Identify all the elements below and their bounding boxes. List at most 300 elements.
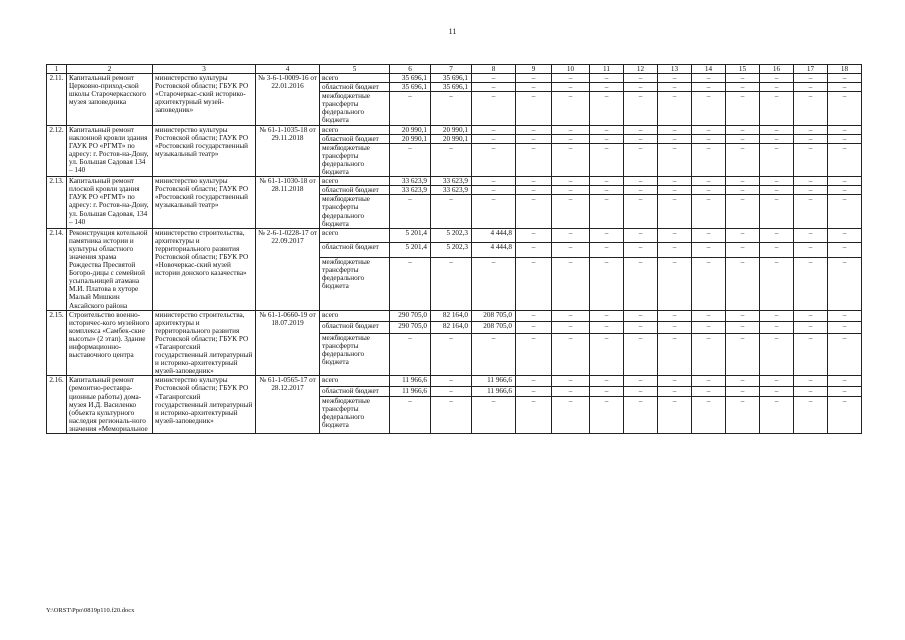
value-col-6: 20 990,1 <box>390 134 431 143</box>
value-col-14: – <box>692 134 726 143</box>
value-col-11: – <box>590 396 624 433</box>
value-col-10: – <box>552 310 590 322</box>
value-col-9: – <box>516 396 552 433</box>
value-col-7: 82 164,0 <box>431 310 472 322</box>
value-col-14: – <box>692 376 726 386</box>
value-col-11: – <box>590 186 624 195</box>
value-col-11: – <box>590 322 624 334</box>
value-col-18: – <box>828 92 862 125</box>
value-col-7: 5 202,3 <box>431 243 472 257</box>
value-col-7: – <box>431 195 472 228</box>
value-col-13: – <box>658 386 692 396</box>
value-col-15: – <box>726 376 760 386</box>
value-col-11: – <box>590 228 624 242</box>
value-col-18: – <box>828 257 862 310</box>
value-col-15: – <box>726 83 760 92</box>
value-col-11: – <box>590 195 624 228</box>
funding-source: межбюджетные трансферты федерального бюджета <box>320 92 390 125</box>
value-col-12: – <box>624 386 658 396</box>
value-col-7: 20 990,1 <box>431 125 472 134</box>
value-col-10: – <box>552 228 590 242</box>
column-number-9: 9 <box>516 65 552 74</box>
value-col-13: – <box>658 257 692 310</box>
funding-source: межбюджетные трансферты федерального бюджета <box>320 195 390 228</box>
value-col-8: – <box>472 143 516 176</box>
value-col-12: – <box>624 134 658 143</box>
column-number-7: 7 <box>431 65 472 74</box>
funding-source: всего <box>320 310 390 322</box>
value-col-17: – <box>794 396 828 433</box>
value-col-14: – <box>692 257 726 310</box>
value-col-18: – <box>828 177 862 186</box>
funding-source: областной бюджет <box>320 243 390 257</box>
value-col-6: 5 201,4 <box>390 228 431 242</box>
value-col-13: – <box>658 322 692 334</box>
value-col-6: 290 705,0 <box>390 310 431 322</box>
value-col-10: – <box>552 74 590 83</box>
item-executor: министерство строительства, архитектуры и территориального развития Ростовской области; ГБУК РО «Таганрогский государственный литературный и историко-архитектурный музей-заповедник» <box>153 310 256 376</box>
value-col-18: – <box>828 186 862 195</box>
value-col-8: – <box>472 125 516 134</box>
value-col-8: 208 705,0 <box>472 322 516 334</box>
value-col-11: – <box>590 177 624 186</box>
item-document: № 61-1-0565-17 от 28.12.2017 <box>256 376 320 434</box>
value-col-6: 33 623,9 <box>390 177 431 186</box>
table-row <box>47 310 862 322</box>
value-col-13: – <box>658 186 692 195</box>
value-col-14: – <box>692 143 726 176</box>
value-col-7: 82 164,0 <box>431 322 472 334</box>
value-col-9: – <box>516 257 552 310</box>
value-col-17: – <box>794 125 828 134</box>
value-col-8: – <box>472 396 516 433</box>
table-row <box>47 177 862 186</box>
table-body <box>47 65 862 434</box>
item-number: 2.13. <box>47 177 67 229</box>
value-col-13: – <box>658 228 692 242</box>
value-col-15: – <box>726 134 760 143</box>
program-table <box>46 64 862 434</box>
value-col-9: – <box>516 386 552 396</box>
page-number: 11 <box>448 27 457 36</box>
value-col-18: – <box>828 396 862 433</box>
value-col-12: – <box>624 376 658 386</box>
value-col-14: – <box>692 74 726 83</box>
value-col-8: – <box>472 92 516 125</box>
value-col-11: – <box>590 310 624 322</box>
value-col-6: 11 966,6 <box>390 376 431 386</box>
value-col-15: – <box>726 143 760 176</box>
item-name: Капитальный ремонт плоской кровли здания ГАУК РО «РГМТ» по адресу: г. Ростов-на-Дону, ул. Большая Садовая, 134 – 140 <box>67 177 153 229</box>
value-col-11: – <box>590 257 624 310</box>
value-col-15: – <box>726 74 760 83</box>
value-col-11: – <box>590 83 624 92</box>
item-name: Капитальный ремонт Церковно-приход-ской школы Старочеркасского музея заповедника <box>67 74 153 126</box>
value-col-9: – <box>516 195 552 228</box>
value-col-10: – <box>552 396 590 433</box>
item-number: 2.12. <box>47 125 67 177</box>
value-col-6: 290 705,0 <box>390 322 431 334</box>
value-col-14: – <box>692 228 726 242</box>
value-col-10: – <box>552 376 590 386</box>
value-col-14: – <box>692 92 726 125</box>
value-col-11: – <box>590 74 624 83</box>
value-col-18: – <box>828 74 862 83</box>
value-col-15: – <box>726 228 760 242</box>
value-col-12: – <box>624 195 658 228</box>
value-col-12: – <box>624 74 658 83</box>
value-col-15: – <box>726 310 760 322</box>
value-col-13: – <box>658 134 692 143</box>
item-document: № 3-6-1-0009-16 от 22.01.2016 <box>256 74 320 126</box>
value-col-10: – <box>552 134 590 143</box>
value-col-11: – <box>590 376 624 386</box>
value-col-6: 35 696,1 <box>390 74 431 83</box>
value-col-16: – <box>760 257 794 310</box>
table-row <box>47 228 862 242</box>
value-col-12: – <box>624 333 658 376</box>
item-number: 2.15. <box>47 310 67 376</box>
value-col-12: – <box>624 396 658 433</box>
value-col-8: 11 966,6 <box>472 386 516 396</box>
item-executor: министерство культуры Ростовской области; ГАУК РО «Ростовский государственный музыкальный театр» <box>153 125 256 177</box>
funding-source: всего <box>320 376 390 386</box>
funding-source: областной бюджет <box>320 186 390 195</box>
item-name: Строительство военно-историчес-кого музейного комплекса «Самбек-ские высоты» (2 этап). Здание информационно-выставочного центра <box>67 310 153 376</box>
item-document: № 61-1-1035-18 от 29.11.2018 <box>256 125 320 177</box>
value-col-11: – <box>590 243 624 257</box>
value-col-9: – <box>516 92 552 125</box>
value-col-18: – <box>828 134 862 143</box>
value-col-14: – <box>692 310 726 322</box>
value-col-7: – <box>431 396 472 433</box>
value-col-17: – <box>794 243 828 257</box>
value-col-13: – <box>658 195 692 228</box>
value-col-15: – <box>726 92 760 125</box>
value-col-17: – <box>794 177 828 186</box>
value-col-15: – <box>726 125 760 134</box>
value-col-9: – <box>516 310 552 322</box>
value-col-12: – <box>624 322 658 334</box>
value-col-8: 11 966,6 <box>472 376 516 386</box>
value-col-14: – <box>692 333 726 376</box>
value-col-16: – <box>760 333 794 376</box>
value-col-10: – <box>552 186 590 195</box>
value-col-10: – <box>552 125 590 134</box>
column-number-10: 10 <box>552 65 590 74</box>
value-col-11: – <box>590 386 624 396</box>
value-col-17: – <box>794 376 828 386</box>
funding-source: межбюджетные трансферты федерального бюджета <box>320 257 390 310</box>
value-col-6: – <box>390 257 431 310</box>
value-col-6: – <box>390 333 431 376</box>
column-number-13: 13 <box>658 65 692 74</box>
value-col-9: – <box>516 74 552 83</box>
value-col-11: – <box>590 92 624 125</box>
value-col-18: – <box>828 243 862 257</box>
item-executor: министерство культуры Ростовской области; ГАУК РО «Ростовский государственный музыкальный театр» <box>153 177 256 229</box>
value-col-15: – <box>726 333 760 376</box>
value-col-17: – <box>794 74 828 83</box>
value-col-10: – <box>552 143 590 176</box>
value-col-12: – <box>624 228 658 242</box>
item-name: Реконструкция котельной памятника истории и культуры областного значения храма Рождества Пресвятой Богоро-дицы с семейной усыпальницей атамана М.И. Платова в хуторе Малый Мишкин Аксайского района <box>67 228 153 310</box>
value-col-15: – <box>726 386 760 396</box>
funding-source: областной бюджет <box>320 83 390 92</box>
value-col-17: – <box>794 228 828 242</box>
value-col-16: – <box>760 243 794 257</box>
value-col-12: – <box>624 310 658 322</box>
column-number-3: 3 <box>153 65 256 74</box>
value-col-10: – <box>552 92 590 125</box>
value-col-14: – <box>692 177 726 186</box>
value-col-9: – <box>516 376 552 386</box>
value-col-7: – <box>431 92 472 125</box>
value-col-9: – <box>516 333 552 376</box>
value-col-11: – <box>590 125 624 134</box>
value-col-8: 4 444,8 <box>472 243 516 257</box>
value-col-16: – <box>760 186 794 195</box>
value-col-10: – <box>552 177 590 186</box>
value-col-18: – <box>828 386 862 396</box>
value-col-17: – <box>794 195 828 228</box>
value-col-6: – <box>390 92 431 125</box>
value-col-7: – <box>431 386 472 396</box>
value-col-18: – <box>828 333 862 376</box>
value-col-13: – <box>658 125 692 134</box>
value-col-14: – <box>692 125 726 134</box>
value-col-9: – <box>516 228 552 242</box>
value-col-12: – <box>624 186 658 195</box>
value-col-9: – <box>516 186 552 195</box>
value-col-11: – <box>590 333 624 376</box>
value-col-8: 208 705,0 <box>472 310 516 322</box>
value-col-13: – <box>658 376 692 386</box>
value-col-7: 5 202,3 <box>431 228 472 242</box>
value-col-9: – <box>516 177 552 186</box>
item-executor: министерство строительства, архитектуры и территориального развития Ростовской области; ГБУК РО «Новочеркас-ский музей истории донского казачества» <box>153 228 256 310</box>
value-col-12: – <box>624 257 658 310</box>
value-col-16: – <box>760 143 794 176</box>
value-col-16: – <box>760 125 794 134</box>
value-col-17: – <box>794 333 828 376</box>
value-col-6: 35 696,1 <box>390 83 431 92</box>
item-executor: министерство культуры Ростовской области; ГБУК РО «Старочеркас-ский историко-архитектурный музей-заповедник» <box>153 74 256 126</box>
table-row <box>47 376 862 386</box>
value-col-15: – <box>726 257 760 310</box>
value-col-8: – <box>472 177 516 186</box>
value-col-9: – <box>516 134 552 143</box>
value-col-10: – <box>552 333 590 376</box>
value-col-8: 4 444,8 <box>472 228 516 242</box>
item-number: 2.11. <box>47 74 67 126</box>
column-number-14: 14 <box>692 65 726 74</box>
value-col-17: – <box>794 322 828 334</box>
value-col-14: – <box>692 186 726 195</box>
value-col-17: – <box>794 134 828 143</box>
value-col-16: – <box>760 92 794 125</box>
value-col-15: – <box>726 322 760 334</box>
column-number-8: 8 <box>472 65 516 74</box>
value-col-13: – <box>658 243 692 257</box>
value-col-9: – <box>516 322 552 334</box>
value-col-8: – <box>472 83 516 92</box>
value-col-18: – <box>828 310 862 322</box>
value-col-17: – <box>794 386 828 396</box>
value-col-9: – <box>516 125 552 134</box>
value-col-13: – <box>658 92 692 125</box>
item-executor: министерство культуры Ростовской области; ГБУК РО «Таганрогский государственный литературный и историко-архитектурный музей-заповедник» <box>153 376 256 434</box>
value-col-10: – <box>552 83 590 92</box>
value-col-9: – <box>516 243 552 257</box>
value-col-13: – <box>658 83 692 92</box>
value-col-18: – <box>828 83 862 92</box>
value-col-13: – <box>658 74 692 83</box>
value-col-6: 20 990,1 <box>390 125 431 134</box>
item-document: № 61-1-1030-18 от 28.11.2018 <box>256 177 320 229</box>
value-col-18: – <box>828 125 862 134</box>
column-number-6: 6 <box>390 65 431 74</box>
value-col-10: – <box>552 386 590 396</box>
item-name: Капитальный ремонт наклонной кровли здания ГАУК РО «РГМТ» по адресу: г. Ростов-на-Дону, ул. Большая Садовая 134 – 140 <box>67 125 153 177</box>
value-col-6: – <box>390 396 431 433</box>
value-col-16: – <box>760 322 794 334</box>
value-col-9: – <box>516 143 552 176</box>
value-col-7: 33 623,9 <box>431 177 472 186</box>
value-col-16: – <box>760 195 794 228</box>
value-col-8: – <box>472 333 516 376</box>
value-col-12: – <box>624 125 658 134</box>
funding-source: всего <box>320 177 390 186</box>
value-col-12: – <box>624 83 658 92</box>
value-col-16: – <box>760 310 794 322</box>
column-number-17: 17 <box>794 65 828 74</box>
value-col-10: – <box>552 243 590 257</box>
column-number-4: 4 <box>256 65 320 74</box>
table-row <box>47 125 862 134</box>
value-col-9: – <box>516 83 552 92</box>
value-col-15: – <box>726 186 760 195</box>
value-col-12: – <box>624 143 658 176</box>
column-number-15: 15 <box>726 65 760 74</box>
value-col-16: – <box>760 376 794 386</box>
value-col-14: – <box>692 243 726 257</box>
funding-source: межбюджетные трансферты федерального бюджета <box>320 396 390 433</box>
value-col-16: – <box>760 386 794 396</box>
value-col-18: – <box>828 376 862 386</box>
funding-source: областной бюджет <box>320 134 390 143</box>
value-col-17: – <box>794 83 828 92</box>
funding-source: областной бюджет <box>320 386 390 396</box>
value-col-13: – <box>658 177 692 186</box>
value-col-10: – <box>552 257 590 310</box>
value-col-15: – <box>726 177 760 186</box>
funding-source: межбюджетные трансферты федерального бюджета <box>320 333 390 376</box>
value-col-17: – <box>794 143 828 176</box>
column-number-11: 11 <box>590 65 624 74</box>
value-col-8: – <box>472 134 516 143</box>
value-col-15: – <box>726 396 760 433</box>
funding-source: областной бюджет <box>320 322 390 334</box>
value-col-7: – <box>431 333 472 376</box>
column-number-16: 16 <box>760 65 794 74</box>
value-col-7: 35 696,1 <box>431 83 472 92</box>
value-col-7: – <box>431 376 472 386</box>
value-col-12: – <box>624 243 658 257</box>
value-col-17: – <box>794 92 828 125</box>
value-col-13: – <box>658 396 692 433</box>
value-col-6: 33 623,9 <box>390 186 431 195</box>
value-col-14: – <box>692 396 726 433</box>
value-col-7: 20 990,1 <box>431 134 472 143</box>
column-number-1: 1 <box>47 65 67 74</box>
value-col-16: – <box>760 83 794 92</box>
item-document: № 61-1-0660-19 от 18.07.2019 <box>256 310 320 376</box>
value-col-14: – <box>692 386 726 396</box>
value-col-10: – <box>552 322 590 334</box>
value-col-11: – <box>590 143 624 176</box>
value-col-13: – <box>658 143 692 176</box>
value-col-16: – <box>760 177 794 186</box>
value-col-18: – <box>828 228 862 242</box>
item-document: № 2-6-1-0228-17 от 22.09.2017 <box>256 228 320 310</box>
column-number-5: 5 <box>320 65 390 74</box>
value-col-16: – <box>760 228 794 242</box>
value-col-6: – <box>390 143 431 176</box>
value-col-17: – <box>794 310 828 322</box>
value-col-7: 33 623,9 <box>431 186 472 195</box>
funding-source: всего <box>320 228 390 242</box>
funding-source: межбюджетные трансферты федерального бюджета <box>320 143 390 176</box>
value-col-8: – <box>472 195 516 228</box>
item-number: 2.14. <box>47 228 67 310</box>
value-col-14: – <box>692 195 726 228</box>
column-number-row <box>47 65 862 74</box>
item-name: Капитальный ремонт (ремонтно-реставра-ционные работы) дома-музея И.Д. Василенко (объекта культурного наследия региональ-ного значения «Мемориальное <box>67 376 153 434</box>
value-col-17: – <box>794 186 828 195</box>
column-number-12: 12 <box>624 65 658 74</box>
value-col-6: 5 201,4 <box>390 243 431 257</box>
value-col-15: – <box>726 195 760 228</box>
value-col-6: 11 966,6 <box>390 386 431 396</box>
value-col-18: – <box>828 322 862 334</box>
table-row <box>47 74 862 83</box>
value-col-17: – <box>794 257 828 310</box>
value-col-14: – <box>692 322 726 334</box>
value-col-8: – <box>472 186 516 195</box>
value-col-11: – <box>590 134 624 143</box>
value-col-6: – <box>390 195 431 228</box>
value-col-18: – <box>828 143 862 176</box>
value-col-12: – <box>624 177 658 186</box>
item-number: 2.16. <box>47 376 67 434</box>
value-col-13: – <box>658 310 692 322</box>
value-col-8: – <box>472 74 516 83</box>
column-number-2: 2 <box>67 65 153 74</box>
value-col-8: – <box>472 257 516 310</box>
value-col-15: – <box>726 243 760 257</box>
value-col-16: – <box>760 134 794 143</box>
value-col-18: – <box>828 195 862 228</box>
value-col-14: – <box>692 83 726 92</box>
funding-source: всего <box>320 125 390 134</box>
value-col-12: – <box>624 92 658 125</box>
file-path-footer: Y:\ORST\Ppo\0819p110.f20.docx <box>46 607 135 614</box>
value-col-16: – <box>760 396 794 433</box>
funding-source: всего <box>320 74 390 83</box>
value-col-10: – <box>552 195 590 228</box>
value-col-7: – <box>431 143 472 176</box>
